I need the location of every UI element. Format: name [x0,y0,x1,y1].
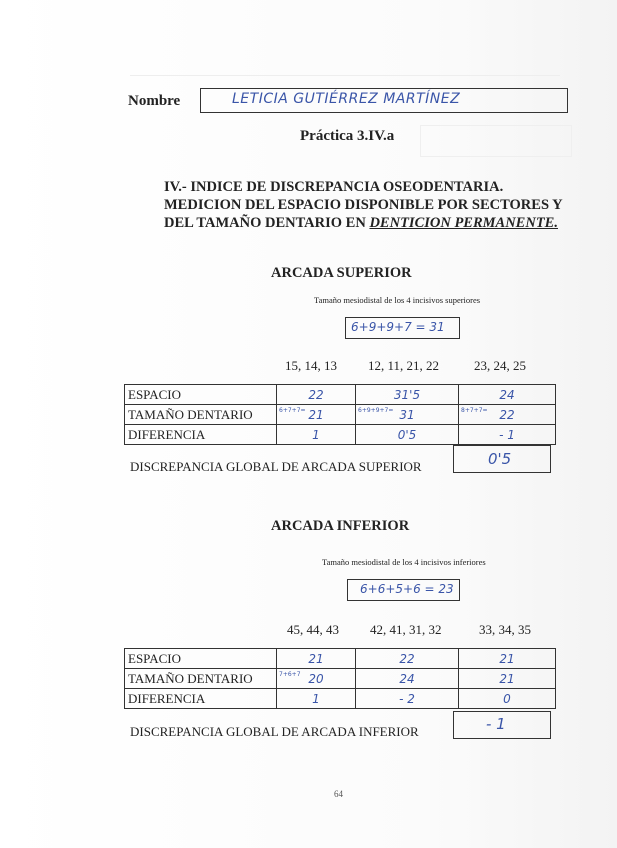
section-title [164,178,564,232]
cell [356,649,459,669]
lower-col-header-1: 45, 44, 43 [287,622,339,637]
cell-value: - 2 [399,691,415,706]
lower-table [124,648,556,709]
upper-sum-value: 6+9+9+7 = 31 [351,320,445,334]
cell [277,425,356,445]
cell [277,405,356,425]
cell [277,649,356,669]
cell-value: 22 [499,407,515,422]
show-through-box [420,125,572,157]
cell-value: 31 [399,407,415,422]
row-label: ESPACIO [125,649,277,669]
upper-arch-title: ARCADA SUPERIOR [271,265,412,281]
cell-value: 22 [308,387,324,402]
cell [459,405,556,425]
practice-title: Práctica 3.IV.a [300,128,395,144]
table-row [125,669,556,689]
cell-note: 8+7+7= [461,407,488,414]
table-row [125,425,556,445]
table-row [125,649,556,669]
cell-value: - 1 [499,427,515,442]
name-value: LETICIA GUTIÉRREZ MARTÍNEZ [232,91,461,107]
cell [459,425,556,445]
lower-incisor-note: Tamaño mesiodistal de los 4 incisivos inferiores [322,557,486,567]
cell-value: 24 [399,671,415,686]
table-row [125,689,556,709]
section-title-line1: IV.- INDICE DE DISCREPANCIA OSEODENTARIA. [164,179,504,195]
upper-incisor-note: Tamaño mesiodistal de los 4 incisivos superiores [314,295,481,305]
cell-value: 22 [399,651,415,666]
row-label: DIFERENCIA [125,425,277,445]
cell [459,689,556,709]
cell-value: 21 [308,407,324,422]
cell [356,669,459,689]
row-label: DIFERENCIA [125,689,277,709]
name-label: Nombre [128,93,181,109]
cell-value: 20 [308,671,324,686]
upper-col-header-3: 23, 24, 25 [474,358,526,373]
section-title-line3-underlined: DENTICION PERMANENTE. [369,215,558,231]
table-row [125,385,556,405]
cell [356,405,459,425]
cell-value: 1 [312,691,320,706]
row-label: ESPACIO [125,385,277,405]
upper-col-header-2: 12, 11, 21, 22 [368,358,440,373]
lower-global-value: - 1 [486,715,506,733]
row-label: TAMAÑO DENTARIO [125,405,277,425]
cell-value: 0'5 [397,427,417,442]
lower-sum-value: 6+6+5+6 = 23 [360,582,454,596]
cell-value: 21 [499,671,515,686]
page-number: 64 [334,789,343,799]
cell [277,689,356,709]
cell-value: 24 [499,387,515,402]
cell [356,385,459,405]
cell [356,689,459,709]
cell [459,649,556,669]
table-row [125,405,556,425]
cell [277,669,356,689]
cell-value: 21 [308,651,324,666]
lower-col-header-2: 42, 41, 31, 32 [370,622,442,637]
cell-value: 31'5 [393,387,421,402]
lower-arch-title: ARCADA INFERIOR [271,518,410,534]
lower-col-header-3: 33, 34, 35 [479,622,531,637]
row-label: TAMAÑO DENTARIO [125,669,277,689]
cell-value: 1 [312,427,320,442]
section-title-line2: MEDICION DEL ESPACIO DISPONIBLE POR SECTORES Y [164,197,563,213]
section-title-line3 [164,214,564,232]
upper-global-label: DISCREPANCIA GLOBAL DE ARCADA SUPERIOR [130,459,422,474]
cell-value: 0 [503,691,511,706]
upper-table [124,384,556,445]
cell [356,425,459,445]
section-title-line3-prefix: DEL TAMAÑO DENTARIO EN [164,215,370,231]
cell-value: 21 [499,651,515,666]
cell-note: 7+6+7 [279,671,301,678]
cell [277,385,356,405]
upper-col-header-1: 15, 14, 13 [285,358,337,373]
cell [459,385,556,405]
lower-global-label: DISCREPANCIA GLOBAL DE ARCADA INFERIOR [130,724,419,739]
cell-note: 6+7+7= [279,407,306,414]
cell-note: 6+9+9+7= [358,407,394,414]
cell [459,669,556,689]
upper-global-value: 0'5 [488,450,512,468]
